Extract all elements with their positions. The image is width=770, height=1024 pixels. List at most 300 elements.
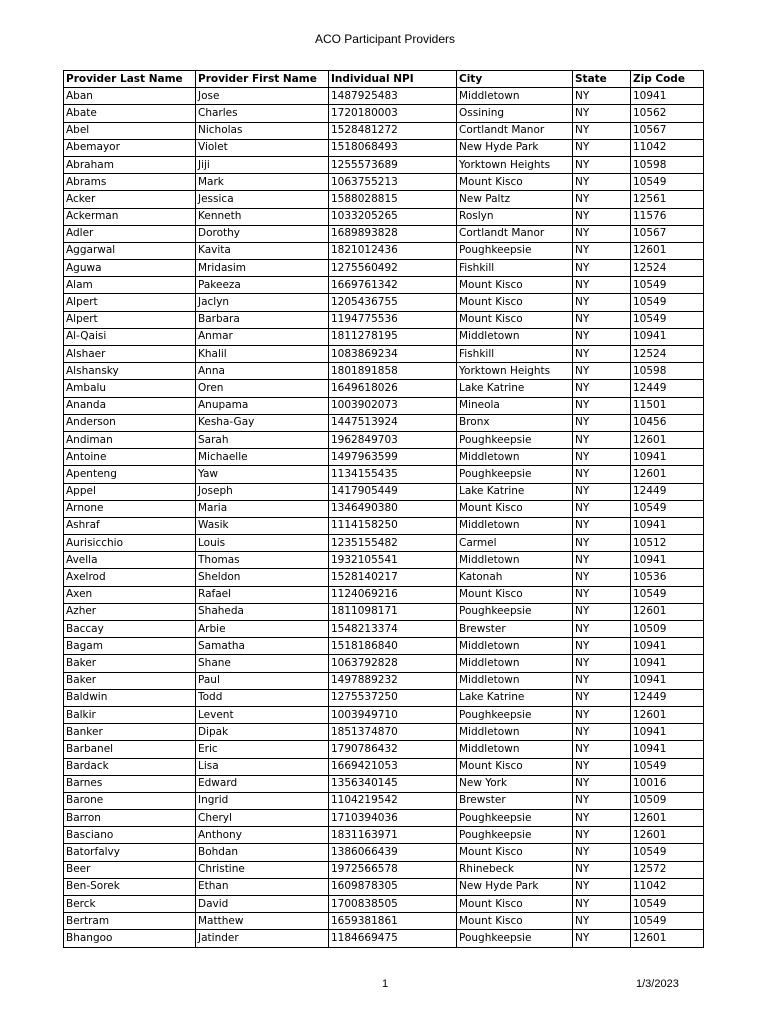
table-row — [64, 363, 704, 380]
first-name-cell: Oren — [196, 380, 329, 397]
npi-cell: 1184669475 — [329, 930, 457, 947]
city-cell: Poughkeepsie — [457, 706, 573, 723]
last-name-cell: Andiman — [64, 431, 196, 448]
state-cell: NY — [573, 792, 631, 809]
first-name-cell: Jiji — [196, 156, 329, 173]
last-name-cell: Abemayor — [64, 139, 196, 156]
table-row — [64, 552, 704, 569]
first-name-cell: Edward — [196, 775, 329, 792]
last-name-cell: Aguwa — [64, 260, 196, 277]
city-cell: Poughkeepsie — [457, 930, 573, 947]
city-cell: Brewster — [457, 792, 573, 809]
npi-cell: 1659381861 — [329, 913, 457, 930]
first-name-cell: Wasik — [196, 517, 329, 534]
first-name-cell: Matthew — [196, 913, 329, 930]
table-row — [64, 311, 704, 328]
first-name-cell: Arbie — [196, 621, 329, 638]
npi-cell: 1811098171 — [329, 603, 457, 620]
city-cell: Poughkeepsie — [457, 466, 573, 483]
zip-cell: 12601 — [631, 810, 704, 827]
npi-cell: 1003949710 — [329, 706, 457, 723]
last-name-cell: Aurisicchio — [64, 535, 196, 552]
last-name-cell: Appel — [64, 483, 196, 500]
first-name-cell: Jatinder — [196, 930, 329, 947]
first-name-cell: Maria — [196, 500, 329, 517]
state-cell: NY — [573, 844, 631, 861]
npi-cell: 1972566578 — [329, 861, 457, 878]
city-cell: Middletown — [457, 449, 573, 466]
table-row — [64, 225, 704, 242]
zip-cell: 10941 — [631, 741, 704, 758]
table-row — [64, 913, 704, 930]
state-cell: NY — [573, 397, 631, 414]
last-name-cell: Alshansky — [64, 363, 196, 380]
state-cell: NY — [573, 603, 631, 620]
table-row — [64, 380, 704, 397]
first-name-cell: Levent — [196, 706, 329, 723]
page-number: 1 — [381, 978, 389, 990]
zip-cell: 10512 — [631, 535, 704, 552]
city-cell: Fishkill — [457, 346, 573, 363]
last-name-cell: Ackerman — [64, 208, 196, 225]
city-cell: Mount Kisco — [457, 277, 573, 294]
state-cell: NY — [573, 638, 631, 655]
zip-cell: 10549 — [631, 586, 704, 603]
npi-cell: 1811278195 — [329, 328, 457, 345]
city-cell: Mount Kisco — [457, 174, 573, 191]
zip-cell: 10536 — [631, 569, 704, 586]
table-row — [64, 517, 704, 534]
first-name-cell: Mridasim — [196, 260, 329, 277]
first-name-cell: Louis — [196, 535, 329, 552]
city-cell: Ossining — [457, 105, 573, 122]
npi-cell: 1710394036 — [329, 810, 457, 827]
zip-cell: 10549 — [631, 913, 704, 930]
zip-cell: 12572 — [631, 861, 704, 878]
table-row — [64, 741, 704, 758]
first-name-cell: Paul — [196, 672, 329, 689]
city-cell: Lake Katrine — [457, 380, 573, 397]
last-name-cell: Batorfalvy — [64, 844, 196, 861]
zip-cell: 10941 — [631, 517, 704, 534]
zip-cell: 11042 — [631, 139, 704, 156]
last-name-cell: Anderson — [64, 414, 196, 431]
zip-cell: 12601 — [631, 466, 704, 483]
state-cell: NY — [573, 689, 631, 706]
last-name-cell: Al-Qaisi — [64, 328, 196, 345]
first-name-cell: Anupama — [196, 397, 329, 414]
npi-cell: 1689893828 — [329, 225, 457, 242]
first-name-cell: Jose — [196, 88, 329, 105]
npi-cell: 1497889232 — [329, 672, 457, 689]
zip-cell: 10549 — [631, 294, 704, 311]
npi-cell: 1205436755 — [329, 294, 457, 311]
table-row — [64, 672, 704, 689]
zip-cell: 10549 — [631, 174, 704, 191]
column-header-city: City — [457, 71, 573, 88]
first-name-cell: David — [196, 896, 329, 913]
last-name-cell: Balkir — [64, 706, 196, 723]
city-cell: Middletown — [457, 638, 573, 655]
table-row — [64, 603, 704, 620]
npi-cell: 1790786432 — [329, 741, 457, 758]
state-cell: NY — [573, 431, 631, 448]
city-cell: Mineola — [457, 397, 573, 414]
last-name-cell: Alshaer — [64, 346, 196, 363]
first-name-cell: Kenneth — [196, 208, 329, 225]
npi-cell: 1356340145 — [329, 775, 457, 792]
first-name-cell: Lisa — [196, 758, 329, 775]
last-name-cell: Aggarwal — [64, 242, 196, 259]
city-cell: Poughkeepsie — [457, 827, 573, 844]
zip-cell: 11501 — [631, 397, 704, 414]
city-cell: New Hyde Park — [457, 139, 573, 156]
first-name-cell: Rafael — [196, 586, 329, 603]
table-row — [64, 242, 704, 259]
city-cell: Bronx — [457, 414, 573, 431]
last-name-cell: Bhangoo — [64, 930, 196, 947]
zip-cell: 12524 — [631, 346, 704, 363]
first-name-cell: Ingrid — [196, 792, 329, 809]
state-cell: NY — [573, 311, 631, 328]
zip-cell: 10941 — [631, 655, 704, 672]
zip-cell: 10016 — [631, 775, 704, 792]
zip-cell: 10598 — [631, 156, 704, 173]
city-cell: Carmel — [457, 535, 573, 552]
first-name-cell: Yaw — [196, 466, 329, 483]
first-name-cell: Kavita — [196, 242, 329, 259]
last-name-cell: Ananda — [64, 397, 196, 414]
last-name-cell: Alam — [64, 277, 196, 294]
npi-cell: 1346490380 — [329, 500, 457, 517]
first-name-cell: Christine — [196, 861, 329, 878]
last-name-cell: Arnone — [64, 500, 196, 517]
city-cell: Brewster — [457, 621, 573, 638]
first-name-cell: Jessica — [196, 191, 329, 208]
npi-cell: 1700838505 — [329, 896, 457, 913]
state-cell: NY — [573, 827, 631, 844]
first-name-cell: Ethan — [196, 878, 329, 895]
npi-cell: 1083869234 — [329, 346, 457, 363]
zip-cell: 11042 — [631, 878, 704, 895]
table-row — [64, 174, 704, 191]
column-header-first-name: Provider First Name — [196, 71, 329, 88]
last-name-cell: Beer — [64, 861, 196, 878]
zip-cell: 10509 — [631, 792, 704, 809]
zip-cell: 12449 — [631, 689, 704, 706]
city-cell: Yorktown Heights — [457, 156, 573, 173]
page-title: ACO Participant Providers — [314, 32, 456, 46]
last-name-cell: Ambalu — [64, 380, 196, 397]
state-cell: NY — [573, 758, 631, 775]
column-header-zip: Zip Code — [631, 71, 704, 88]
npi-cell: 1518068493 — [329, 139, 457, 156]
city-cell: Katonah — [457, 569, 573, 586]
first-name-cell: Dorothy — [196, 225, 329, 242]
city-cell: Middletown — [457, 672, 573, 689]
table-row — [64, 724, 704, 741]
city-cell: Lake Katrine — [457, 483, 573, 500]
npi-cell: 1114158250 — [329, 517, 457, 534]
table-row — [64, 105, 704, 122]
city-cell: New Hyde Park — [457, 878, 573, 895]
state-cell: NY — [573, 896, 631, 913]
state-cell: NY — [573, 621, 631, 638]
city-cell: Lake Katrine — [457, 689, 573, 706]
table-row — [64, 758, 704, 775]
city-cell: Roslyn — [457, 208, 573, 225]
last-name-cell: Ashraf — [64, 517, 196, 534]
city-cell: Cortlandt Manor — [457, 225, 573, 242]
zip-cell: 12601 — [631, 603, 704, 620]
last-name-cell: Abate — [64, 105, 196, 122]
npi-cell: 1275560492 — [329, 260, 457, 277]
city-cell: Middletown — [457, 552, 573, 569]
state-cell: NY — [573, 878, 631, 895]
last-name-cell: Abrams — [64, 174, 196, 191]
npi-cell: 1821012436 — [329, 242, 457, 259]
state-cell: NY — [573, 208, 631, 225]
zip-cell: 11576 — [631, 208, 704, 225]
first-name-cell: Anmar — [196, 328, 329, 345]
last-name-cell: Baldwin — [64, 689, 196, 706]
first-name-cell: Shane — [196, 655, 329, 672]
last-name-cell: Avella — [64, 552, 196, 569]
last-name-cell: Apenteng — [64, 466, 196, 483]
last-name-cell: Antoine — [64, 449, 196, 466]
first-name-cell: Eric — [196, 741, 329, 758]
first-name-cell: Charles — [196, 105, 329, 122]
last-name-cell: Adler — [64, 225, 196, 242]
state-cell: NY — [573, 586, 631, 603]
state-cell: NY — [573, 672, 631, 689]
first-name-cell: Thomas — [196, 552, 329, 569]
last-name-cell: Barbanel — [64, 741, 196, 758]
first-name-cell: Sarah — [196, 431, 329, 448]
city-cell: New York — [457, 775, 573, 792]
zip-cell: 10567 — [631, 225, 704, 242]
npi-cell: 1104219542 — [329, 792, 457, 809]
city-cell: Mount Kisco — [457, 896, 573, 913]
zip-cell: 10549 — [631, 844, 704, 861]
npi-cell: 1528140217 — [329, 569, 457, 586]
zip-cell: 10941 — [631, 638, 704, 655]
npi-cell: 1063792828 — [329, 655, 457, 672]
npi-cell: 1063755213 — [329, 174, 457, 191]
state-cell: NY — [573, 242, 631, 259]
zip-cell: 10941 — [631, 328, 704, 345]
table-row — [64, 346, 704, 363]
city-cell: Poughkeepsie — [457, 242, 573, 259]
table-row — [64, 810, 704, 827]
last-name-cell: Alpert — [64, 311, 196, 328]
last-name-cell: Azher — [64, 603, 196, 620]
state-cell: NY — [573, 655, 631, 672]
zip-cell: 12449 — [631, 483, 704, 500]
table-row — [64, 122, 704, 139]
npi-cell: 1487925483 — [329, 88, 457, 105]
last-name-cell: Abraham — [64, 156, 196, 173]
first-name-cell: Joseph — [196, 483, 329, 500]
zip-cell: 12449 — [631, 380, 704, 397]
npi-cell: 1851374870 — [329, 724, 457, 741]
zip-cell: 12601 — [631, 706, 704, 723]
last-name-cell: Axen — [64, 586, 196, 603]
zip-cell: 12601 — [631, 827, 704, 844]
table-row — [64, 535, 704, 552]
table-row — [64, 397, 704, 414]
zip-cell: 12561 — [631, 191, 704, 208]
zip-cell: 10941 — [631, 672, 704, 689]
table-row — [64, 706, 704, 723]
npi-cell: 1962849703 — [329, 431, 457, 448]
zip-cell: 10567 — [631, 122, 704, 139]
table-row — [64, 792, 704, 809]
city-cell: Mount Kisco — [457, 311, 573, 328]
table-row — [64, 930, 704, 947]
city-cell: Poughkeepsie — [457, 603, 573, 620]
city-cell: Mount Kisco — [457, 294, 573, 311]
table-row — [64, 621, 704, 638]
table-row — [64, 208, 704, 225]
first-name-cell: Sheldon — [196, 569, 329, 586]
city-cell: Mount Kisco — [457, 913, 573, 930]
npi-cell: 1275537250 — [329, 689, 457, 706]
table-row — [64, 156, 704, 173]
column-header-npi: Individual NPI — [329, 71, 457, 88]
state-cell: NY — [573, 328, 631, 345]
table-row — [64, 88, 704, 105]
state-cell: NY — [573, 174, 631, 191]
zip-cell: 10509 — [631, 621, 704, 638]
npi-cell: 1720180003 — [329, 105, 457, 122]
last-name-cell: Banker — [64, 724, 196, 741]
last-name-cell: Alpert — [64, 294, 196, 311]
first-name-cell: Shaheda — [196, 603, 329, 620]
state-cell: NY — [573, 500, 631, 517]
city-cell: Middletown — [457, 724, 573, 741]
npi-cell: 1386066439 — [329, 844, 457, 861]
last-name-cell: Ben-Sorek — [64, 878, 196, 895]
npi-cell: 1669761342 — [329, 277, 457, 294]
first-name-cell: Mark — [196, 174, 329, 191]
npi-cell: 1932105541 — [329, 552, 457, 569]
zip-cell: 10549 — [631, 311, 704, 328]
state-cell: NY — [573, 810, 631, 827]
npi-cell: 1649618026 — [329, 380, 457, 397]
first-name-cell: Cheryl — [196, 810, 329, 827]
state-cell: NY — [573, 139, 631, 156]
table-row — [64, 431, 704, 448]
state-cell: NY — [573, 724, 631, 741]
state-cell: NY — [573, 363, 631, 380]
city-cell: Fishkill — [457, 260, 573, 277]
footer-date: 1/3/2023 — [636, 978, 679, 990]
city-cell: Middletown — [457, 741, 573, 758]
npi-cell: 1497963599 — [329, 449, 457, 466]
first-name-cell: Jaclyn — [196, 294, 329, 311]
table-row — [64, 328, 704, 345]
table-row — [64, 878, 704, 895]
table-row — [64, 689, 704, 706]
state-cell: NY — [573, 466, 631, 483]
table-header-row — [64, 71, 704, 88]
npi-cell: 1528481272 — [329, 122, 457, 139]
table-row — [64, 861, 704, 878]
last-name-cell: Barnes — [64, 775, 196, 792]
zip-cell: 12601 — [631, 242, 704, 259]
table-row — [64, 586, 704, 603]
first-name-cell: Bohdan — [196, 844, 329, 861]
city-cell: Mount Kisco — [457, 758, 573, 775]
state-cell: NY — [573, 191, 631, 208]
first-name-cell: Anna — [196, 363, 329, 380]
first-name-cell: Todd — [196, 689, 329, 706]
city-cell: Middletown — [457, 88, 573, 105]
npi-cell: 1033205265 — [329, 208, 457, 225]
state-cell: NY — [573, 552, 631, 569]
first-name-cell: Pakeeza — [196, 277, 329, 294]
npi-cell: 1609878305 — [329, 878, 457, 895]
state-cell: NY — [573, 122, 631, 139]
zip-cell: 10456 — [631, 414, 704, 431]
state-cell: NY — [573, 930, 631, 947]
npi-cell: 1124069216 — [329, 586, 457, 603]
table-row — [64, 260, 704, 277]
city-cell: Middletown — [457, 328, 573, 345]
city-cell: Cortlandt Manor — [457, 122, 573, 139]
last-name-cell: Baker — [64, 655, 196, 672]
state-cell: NY — [573, 535, 631, 552]
npi-cell: 1134155435 — [329, 466, 457, 483]
column-header-last-name: Provider Last Name — [64, 71, 196, 88]
column-header-state: State — [573, 71, 631, 88]
zip-cell: 10598 — [631, 363, 704, 380]
state-cell: NY — [573, 156, 631, 173]
last-name-cell: Barron — [64, 810, 196, 827]
zip-cell: 12601 — [631, 431, 704, 448]
zip-cell: 10941 — [631, 88, 704, 105]
zip-cell: 10562 — [631, 105, 704, 122]
city-cell: Mount Kisco — [457, 844, 573, 861]
table-row — [64, 500, 704, 517]
first-name-cell: Michaelle — [196, 449, 329, 466]
first-name-cell: Nicholas — [196, 122, 329, 139]
last-name-cell: Acker — [64, 191, 196, 208]
npi-cell: 1003902073 — [329, 397, 457, 414]
zip-cell: 12524 — [631, 260, 704, 277]
npi-cell: 1447513924 — [329, 414, 457, 431]
table-row — [64, 775, 704, 792]
last-name-cell: Bertram — [64, 913, 196, 930]
last-name-cell: Abel — [64, 122, 196, 139]
zip-cell: 12601 — [631, 930, 704, 947]
table-row — [64, 569, 704, 586]
table-row — [64, 414, 704, 431]
last-name-cell: Bagam — [64, 638, 196, 655]
zip-cell: 10549 — [631, 277, 704, 294]
last-name-cell: Baccay — [64, 621, 196, 638]
zip-cell: 10549 — [631, 896, 704, 913]
state-cell: NY — [573, 861, 631, 878]
last-name-cell: Aban — [64, 88, 196, 105]
npi-cell: 1588028815 — [329, 191, 457, 208]
state-cell: NY — [573, 105, 631, 122]
providers-table — [63, 70, 704, 948]
last-name-cell: Bardack — [64, 758, 196, 775]
first-name-cell: Violet — [196, 139, 329, 156]
table-row — [64, 827, 704, 844]
